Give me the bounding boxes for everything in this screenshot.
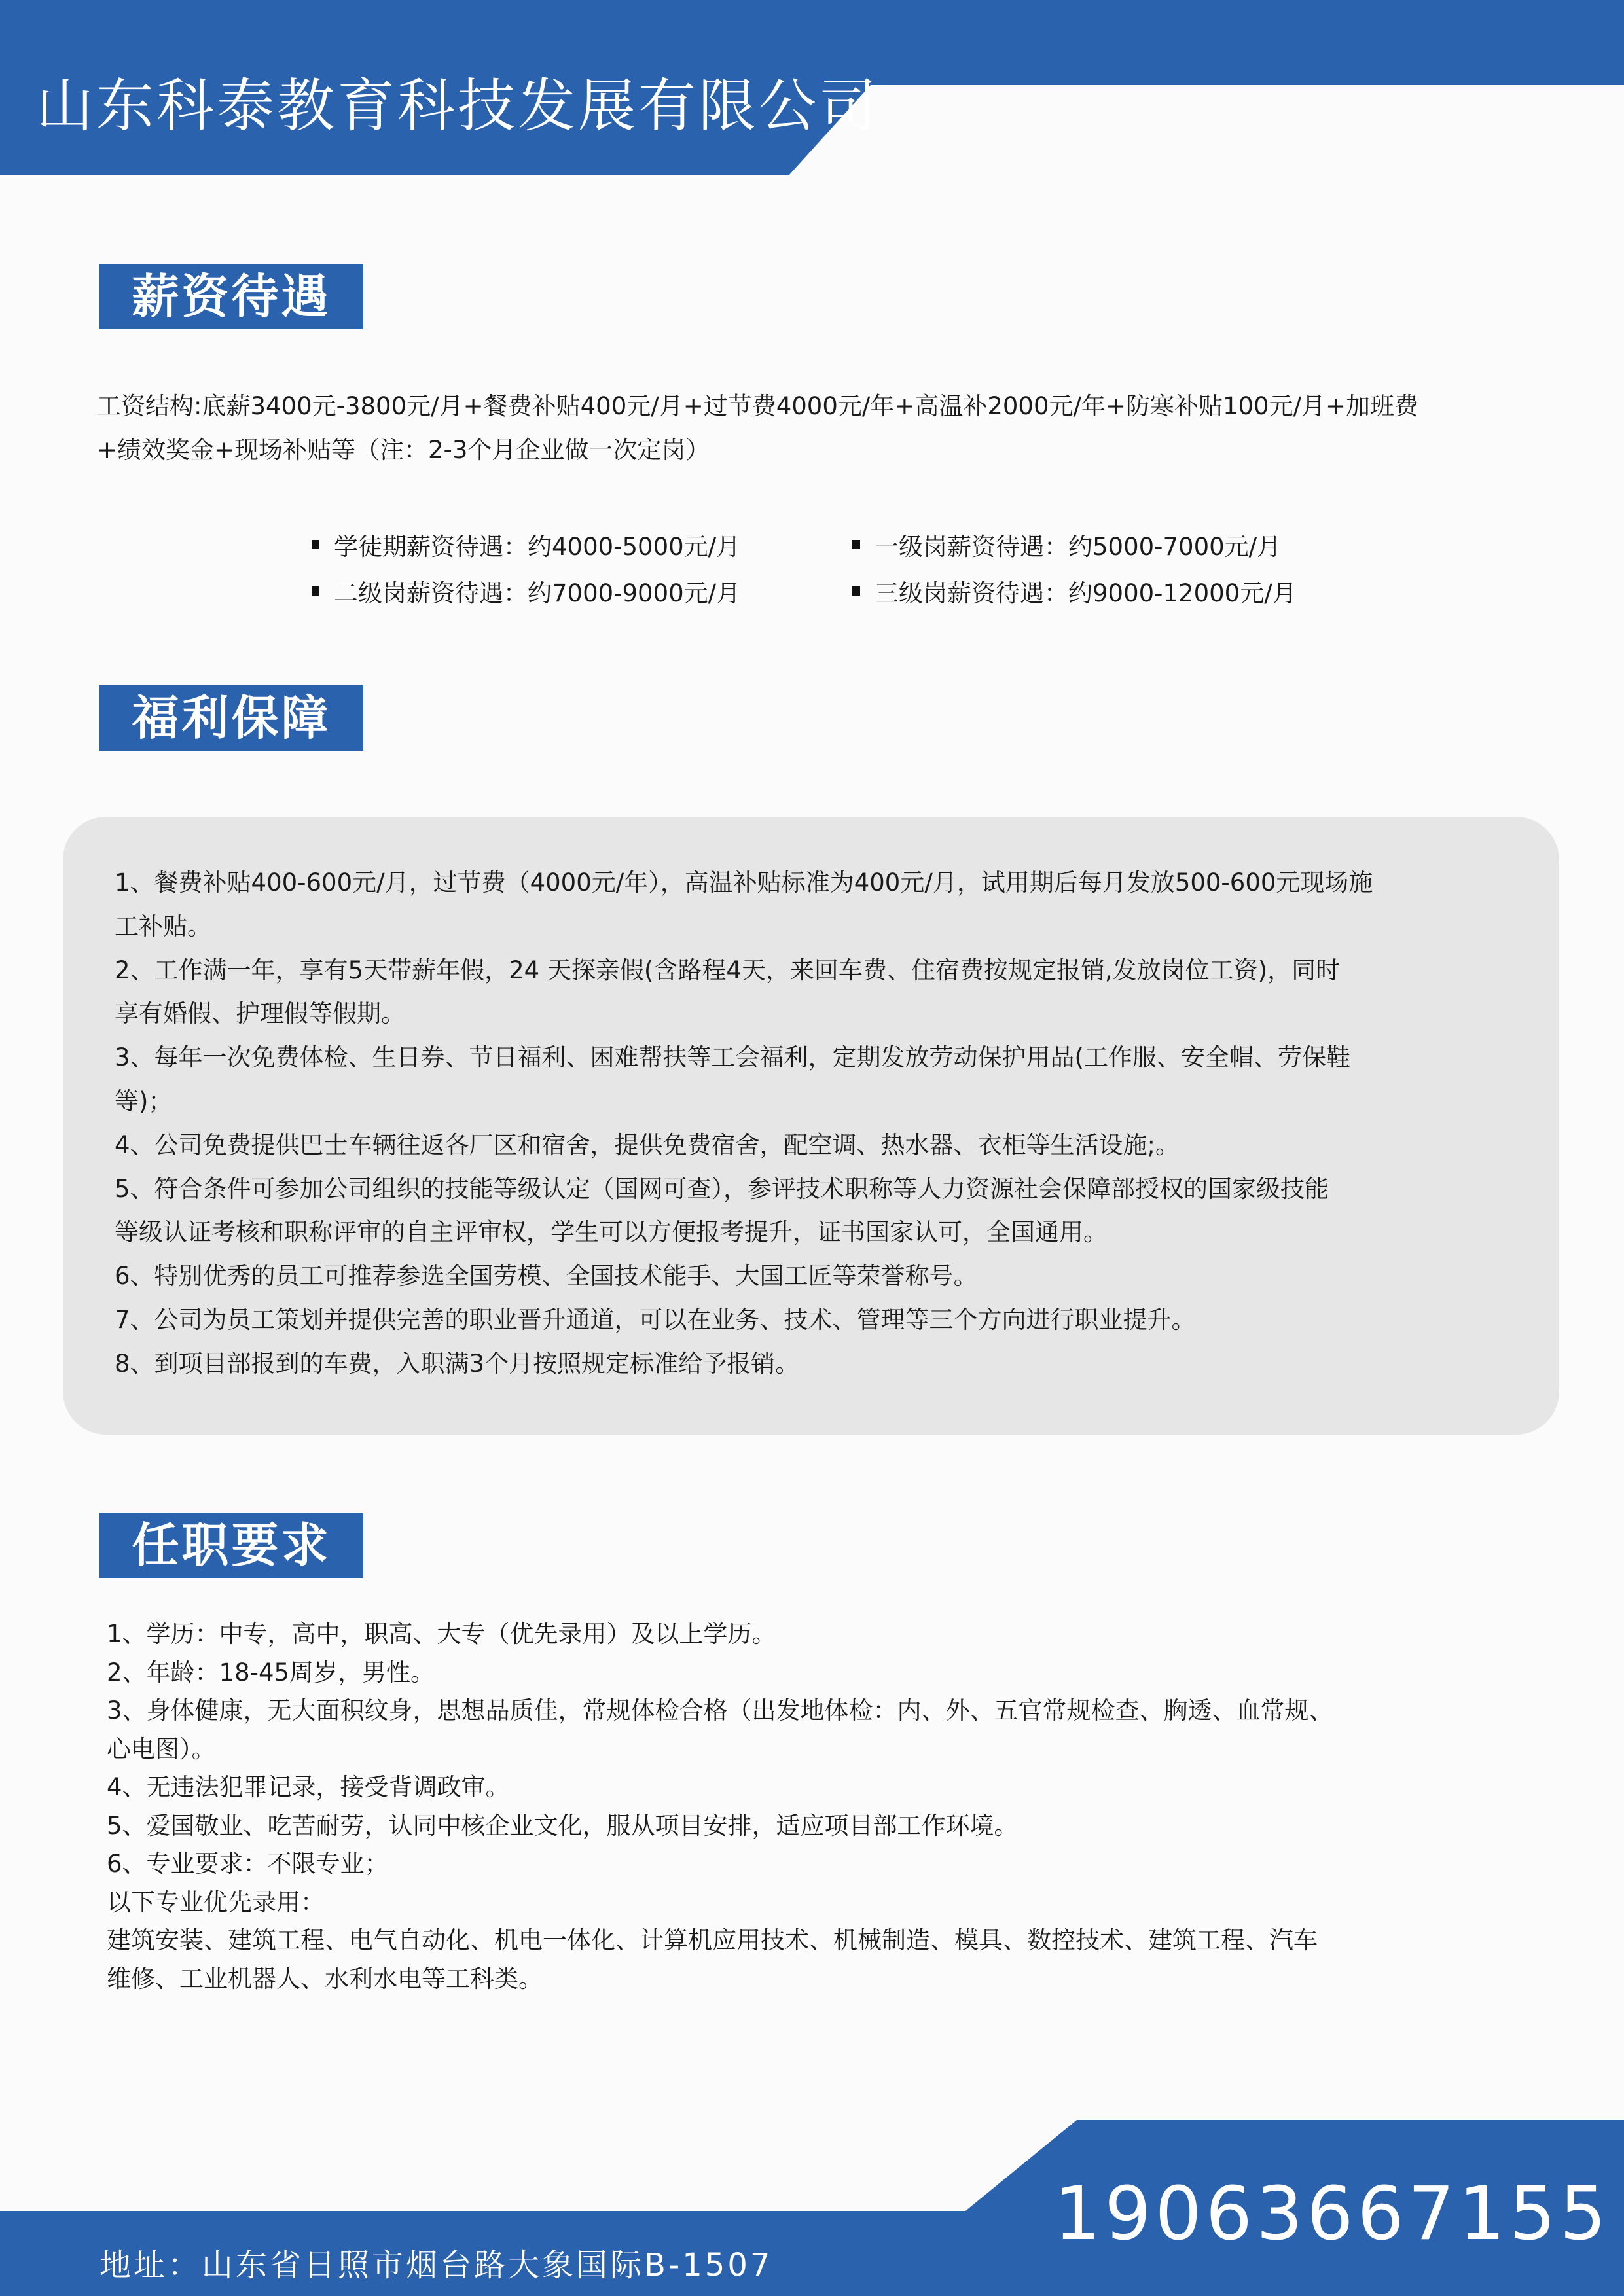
address: 地址：山东省日照市烟台路大象国际B-1507	[99, 2247, 773, 2284]
benefit-line: 工补贴。	[115, 912, 211, 941]
benefit-line: 4、公司免费提供巴士车辆往返各厂区和宿舍，提供免费宿舍，配空调、热水器、衣柜等生活设施;。	[115, 1130, 1180, 1159]
salary-level	[312, 527, 740, 562]
benefit-line: 8、到项目部报到的车费，入职满3个月按照规定标准给予报销。	[115, 1349, 800, 1378]
requirements-list	[107, 1615, 1333, 1998]
benefits-list	[115, 861, 1373, 1386]
salary-level	[852, 527, 1281, 562]
requirement-line: 以下专业优先录用：	[107, 1888, 325, 1916]
requirement-line: 维修、工业机器人、水利水电等工科类。	[107, 1964, 543, 1993]
salary-structure-line: 工资结构:底薪3400元-3800元/月+餐费补贴400元/月+过节费4000元/年+高温补2000元/年+防寒补贴100元/月+加班费	[97, 392, 1419, 420]
requirement-line: 4、无违法犯罪记录，接受背调政审。	[107, 1773, 510, 1801]
salary-level-text: 一级岗薪资待遇：约5000-7000元/月	[875, 533, 1282, 561]
phone-number: 19063667155	[1054, 2172, 1610, 2257]
requirement-line: 1、学历：中专，高中，职高、大专（优先录用）及以上学历。	[107, 1620, 776, 1648]
requirement-line: 6、专业要求：不限专业；	[107, 1850, 389, 1878]
benefit-line: 7、公司为员工策划并提供完善的职业晋升通道，可以在业务、技术、管理等三个方向进行职业提升。	[115, 1305, 1196, 1334]
requirement-line: 建筑安装、建筑工程、电气自动化、机电一体化、计算机应用技术、机械制造、模具、数控技术、建筑工程、汽车	[107, 1926, 1318, 1954]
company-title: 山东科泰教育科技发展有限公司	[36, 72, 880, 139]
benefit-line: 2、工作满一年，享有5天带薪年假，24 天探亲假(含路程4天，来回车费、住宿费按规定报销,发放岗位工资)，同时	[115, 956, 1341, 984]
requirements-heading: 任职要求	[99, 1513, 363, 1578]
salary-level-text: 学徒期薪资待遇：约4000-5000元/月	[334, 533, 741, 561]
bullet-icon	[312, 540, 319, 549]
requirement-line: 5、爱国敬业、吃苦耐劳，认同中核企业文化，服从项目安排，适应项目部工作环境。	[107, 1811, 1019, 1840]
benefit-line: 3、每年一次免费体检、生日券、节日福利、困难帮扶等工会福利，定期发放劳动保护用品(工作服、安全帽、劳保鞋	[115, 1043, 1350, 1072]
salary-level-text: 三级岗薪资待遇：约9000-12000元/月	[875, 579, 1297, 607]
benefit-line: 6、特别优秀的员工可推荐参选全国劳模、全国技术能手、大国工匠等荣誉称号。	[115, 1262, 978, 1291]
salary-level	[312, 573, 740, 609]
requirement-line: 2、年龄：18-45周岁，男性。	[107, 1658, 435, 1687]
salary-structure	[97, 384, 1418, 472]
salary-structure-line: +绩效奖金+现场补贴等（注：2-3个月企业做一次定岗）	[97, 436, 710, 464]
salary-heading: 薪资待遇	[99, 264, 363, 329]
benefit-line: 享有婚假、护理假等假期。	[115, 999, 405, 1028]
benefits-heading: 福利保障	[99, 685, 363, 751]
salary-level-text: 二级岗薪资待遇：约7000-9000元/月	[334, 579, 741, 607]
benefit-line: 5、符合条件可参加公司组织的技能等级认定（国网可查），参评技术职称等人力资源社会保障部授权的国家级技能	[115, 1174, 1329, 1203]
benefit-line: 1、餐费补贴400-600元/月，过节费（4000元/年），高温补贴标准为400元/月，试用期后每月发放500-600元现场施	[115, 869, 1373, 897]
requirement-line: 心电图）。	[107, 1734, 216, 1763]
benefit-line: 等级认证考核和职称评审的自主评审权，学生可以方便报考提升，证书国家认可，全国通用。	[115, 1218, 1108, 1247]
bullet-icon	[852, 586, 860, 596]
bullet-icon	[852, 540, 860, 549]
bullet-icon	[312, 586, 319, 596]
salary-level	[852, 573, 1297, 609]
requirement-line: 3、身体健康，无大面积纹身，思想品质佳，常规体检合格（出发地体检：内、外、五官常规检查、胸透、血常规、	[107, 1696, 1333, 1725]
benefit-line: 等)；	[115, 1086, 173, 1115]
